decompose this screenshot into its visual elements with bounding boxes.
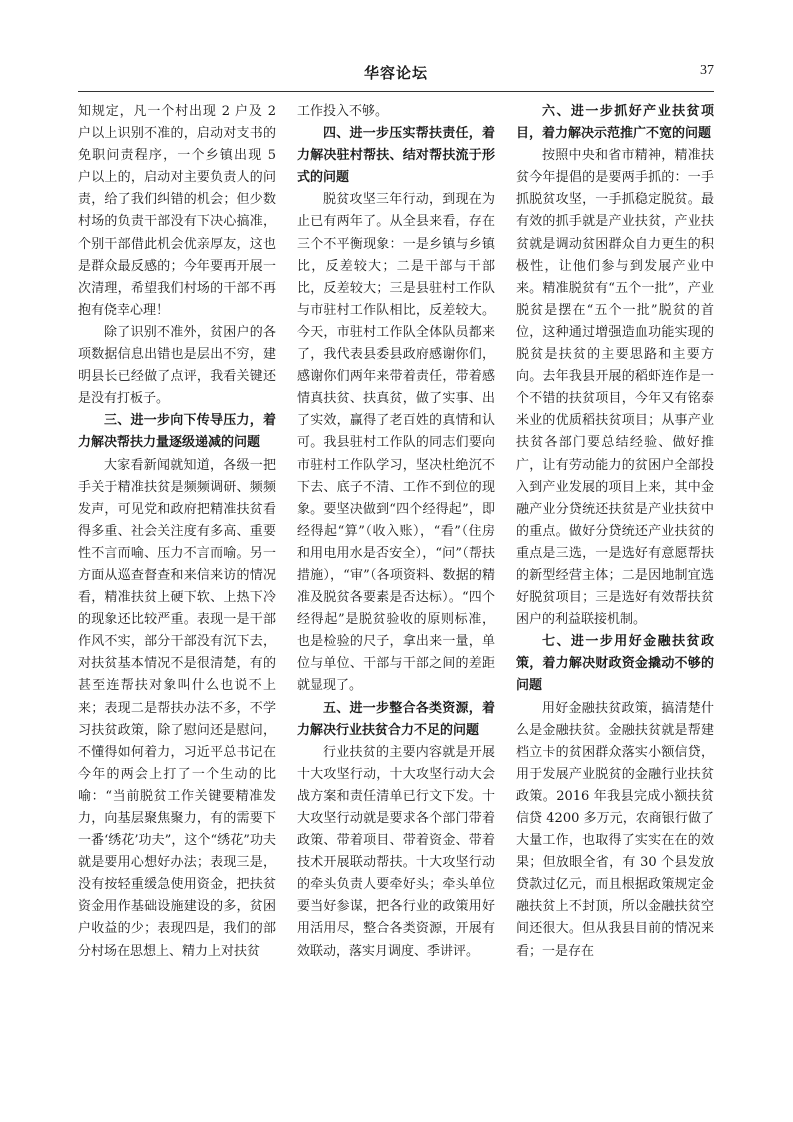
page-header <box>78 62 714 84</box>
column-left <box>78 101 276 963</box>
header-rule <box>78 91 714 92</box>
section-heading: 六、进一步抓好产业扶贫项目，着力解决示范推广不宽的问题 <box>516 104 714 142</box>
paragraph: 用好金融扶贫政策，搞清楚什么是金融扶贫。金融扶贫就是帮建档立卡的贫困群众落实小额信贷，用于发展产业脱贫的金融行业扶贫政策。2016 年我县完成小额扶贫信贷 4200 多万元，农商银行做了大量工作，也取得了实实在在的效果；但放眼全省，有 30 个县发放贷款过亿元，而且根据政策规定金融扶贫上不封顶，所以金融扶贫空间还很大。但从我县目前的情况来看；一是存在 <box>516 700 714 959</box>
paragraph: 行业扶贫的主要内容就是开展十大攻坚行动，十大攻坚行动大会战方案和责任清单已行文下发。十大攻坚行动就是要求各个部门带着政策、带着项目、带着资金、带着技术开展联动帮扶。十大攻坚行动的牵头负责人要牵好头；牵头单位要当好参谋，把各行业的政策用好用活用尽，整合各类资源，开展有效联动，落实月调度、季讲评。 <box>297 744 495 959</box>
paragraph: 按照中央和省市精神，精准扶贫今年提倡的是要两手抓的：一手抓脱贫攻坚，一手抓稳定脱贫。最有效的抓手就是产业扶贫，产业扶贫就是调动贫困群众自力更生的积极性，让他们参与到发展产业中来。精准脱贫有“五个一批”，产业脱贫是摆在“五个一批”脱贫的首位，这种通过增强造血功能实现的脱贫是扶贫的主要思路和主要方向。去年我县开展的稻虾连作是一个不错的扶贫项目，今年又有铭泰米业的优质稻扶贫项目；从事产业扶贫各部门要总结经验、做好推广，让有劳动能力的贫困户全部投入到产业发展的项目上来，其中金融产业分贷统还扶贫是产业扶贫中的重点。做好分贷统还产业扶贫的重点是三选，一是选好有意愿帮扶的新型经营主体；二是因地制宜选好脱贫项目；三是选好有效帮扶贫困户的利益联接机制。 <box>516 148 714 628</box>
column-right <box>516 101 714 963</box>
paragraph: 脱贫攻坚三年行动，到现在为止已有两年了。从全县来看，存在三个不平衡现象：一是乡镇与乡镇比，反差较大；二是干部与干部比，反差较大；三是县驻村工作队与市驻村工作队相比，反差较大。今天，市驻村工作队全体队员都来了，我代表县委县政府感谢你们，感谢你们两年来带着责任，带着感情真扶贫、扶真贫，做了实事、出了实效，赢得了老百姓的真情和认可。我县驻村工作队的同志们要向市驻村工作队学习，坚决杜绝沉不下去、底子不清、工作不到位的现象。要坚决做到“四个经得起”，即经得起“算”（收入账），“看”（住房和用电用水是否安全），“问”（帮扶措施），“审”（各项资料、数据的精准及脱贫各要素是否达标）。“四个经得起”是脱贫验收的原则标准，也是检验的尺子，拿出来一量，单位与单位、干部与干部之间的差距就显现了。 <box>297 192 495 694</box>
page-number: 37 <box>700 63 714 78</box>
paragraph: 除了识别不准外，贫困户的各项数据信息出错也是层出不穷，建明县长已经做了点评，我看关键还是没有打板子。 <box>78 324 276 407</box>
section-heading: 四、进一步压实帮扶责任，着力解决驻村帮扶、结对帮扶流于形式的问题 <box>297 126 495 186</box>
section-heading: 三、进一步向下传导压力，着力解决帮扶力量逐级递减的问题 <box>78 413 276 451</box>
column-middle <box>297 101 495 963</box>
paragraph: 大家看新闻就知道，各级一把手关于精准扶贫是频频调研、频频发声，可见党和政府把精准扶贫看得多重、社会关注度有多高、重要性不言而喻、压力不言而喻。另一方面从巡查督查和来信来访的情况看，精准扶贫上硬下软、上热下冷的现象还比较严重。表现一是干部作风不实，部分干部没有沉下去，对扶贫基本情况不是很清楚，有的甚至连帮扶对象叫什么也说不上来；表现二是帮扶办法不多，不学习扶贫政策，除了慰问还是慰问，不懂得如何着力，习近平总书记在今年的两会上打了一个生动的比喻：“当前脱贫工作关键要精准发力，向基层聚焦聚力，有的需要下一番‘绣花’功夫”，这个“绣花”功夫就是要用心想好办法；表现三是，没有按轻重缓急使用资金，把扶贫资金用作基础设施建设的多，贫困户收益的少；表现四是，我们的部分村场在思想上、精力上对扶贫 <box>78 457 276 959</box>
paragraph: 知规定，凡一个村出现 2 户及 2 户以上识别不准的，启动对支书的免职问责程序，一个乡镇出现 5 户以上的，启动对主要负责人的问责，给了我们纠错的机会；但少数村场的负责干部没有下决心搞准，个别干部借此机会优亲厚友，这也是群众最反感的；今年要再开展一次清理，希望我们村场的干部不再抱有侥幸心理！ <box>78 104 276 318</box>
paragraph: 工作投入不够。 <box>297 104 389 119</box>
section-heading: 五、进一步整合各类资源，着力解决行业扶贫合力不足的问题 <box>297 700 495 738</box>
journal-title: 华容论坛 <box>363 64 428 82</box>
section-heading: 七、进一步用好金融扶贫政策，着力解决财政资金撬动不够的问题 <box>516 634 714 694</box>
